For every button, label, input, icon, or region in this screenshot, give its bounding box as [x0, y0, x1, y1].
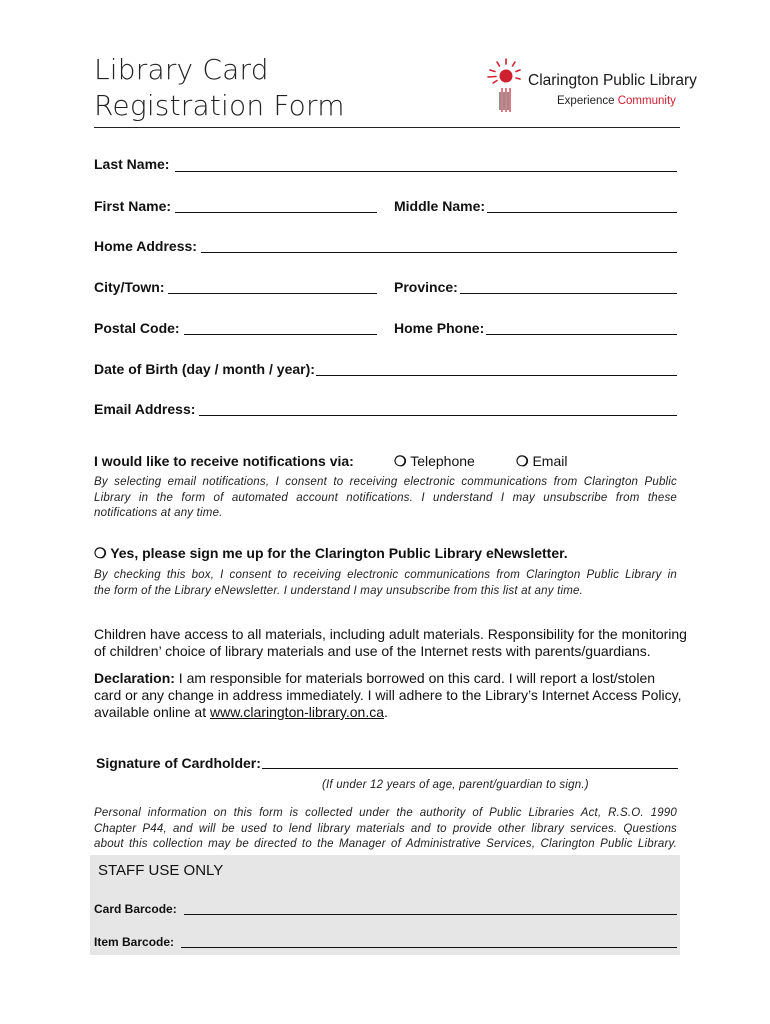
- notification-consent-line-3: notifications at any time.: [94, 507, 223, 519]
- telephone-option[interactable]: [394, 453, 475, 470]
- declaration-line-2: card or any change in address immediately. I will adhere to the Library’s Internet Access Policy,: [94, 687, 682, 703]
- telephone-option-label: Telephone: [410, 453, 475, 469]
- newsletter-consent-line-1: By checking this box, I consent to receiving electronic communications from Clarington Public Library in: [94, 569, 677, 581]
- declaration-line-3: [94, 704, 677, 721]
- middle-name-label: Middle Name:: [394, 198, 486, 214]
- title-line-2: Registration Form: [94, 89, 345, 122]
- children-line-2: of children’ choice of library materials and use of the Internet rests with parents/guardians.: [94, 643, 651, 659]
- notification-consent-line-1: By selecting email notifications, I consent to receiving electronic communications from Clarington Public: [94, 476, 677, 488]
- home-phone-field[interactable]: [486, 334, 677, 335]
- newsletter-consent-text: [94, 568, 677, 599]
- item-barcode-field[interactable]: [181, 947, 677, 948]
- privacy-line-1: Personal information on this form is collected under the authority of Public Libraries Act, R.S.O. 1990: [94, 807, 677, 819]
- newsletter-checkbox-icon[interactable]: ❍: [94, 545, 107, 561]
- notification-consent-text: [94, 475, 677, 522]
- first-name-label: First Name:: [94, 198, 172, 214]
- telephone-checkbox-icon[interactable]: ❍: [394, 453, 407, 469]
- home-phone-label: Home Phone:: [394, 320, 485, 336]
- newsletter-option[interactable]: [94, 545, 568, 562]
- declaration-line-1: [94, 670, 677, 687]
- last-name-field[interactable]: [175, 171, 677, 172]
- email-checkbox-icon[interactable]: ❍: [516, 453, 529, 469]
- logo-tagline-part1: Experience: [557, 95, 618, 107]
- declaration-text-1: I am responsible for materials borrowed on this card. I will report a lost/stolen: [174, 670, 656, 686]
- signature-field[interactable]: [262, 768, 678, 769]
- library-website-link[interactable]: www.clarington-library.on.ca: [209, 704, 385, 720]
- home-address-label: Home Address:: [94, 238, 197, 254]
- declaration-paragraph: [94, 670, 682, 721]
- postal-code-label: Postal Code:: [94, 320, 180, 336]
- email-field[interactable]: [199, 415, 677, 416]
- declaration-period: .: [384, 704, 388, 720]
- notification-consent-line-2: Library in the form of automated account notifications. I understand I may unsubscribe from these: [94, 491, 677, 504]
- privacy-line-2: Chapter P44, and will be used to lend library materials and to provide other library services. Questions: [94, 822, 677, 835]
- children-access-paragraph: [94, 626, 687, 660]
- item-barcode-label: Item Barcode:: [94, 935, 175, 949]
- signature-label: Signature of Cardholder:: [96, 755, 261, 771]
- last-name-label: Last Name:: [94, 156, 170, 172]
- title-line-1: Library Card: [94, 53, 269, 86]
- city-label: City/Town:: [94, 279, 165, 295]
- province-field[interactable]: [460, 293, 677, 294]
- email-option[interactable]: [516, 453, 567, 470]
- first-name-field[interactable]: [175, 212, 377, 213]
- declaration-heading: Declaration:: [94, 670, 175, 686]
- staff-use-title: STAFF USE ONLY: [98, 862, 224, 879]
- notifications-label: I would like to receive notifications via:: [94, 453, 354, 469]
- newsletter-label: Yes, please sign me up for the Clarington Public Library eNewsletter.: [110, 545, 568, 561]
- postal-code-field[interactable]: [184, 334, 377, 335]
- dob-field[interactable]: [316, 375, 677, 376]
- home-address-field[interactable]: [201, 252, 677, 253]
- page-title: [94, 52, 345, 124]
- email-label: Email Address:: [94, 401, 196, 417]
- newsletter-consent-line-2: the form of the Library eNewsletter. I understand I may unsubscribe from this list at any time.: [94, 584, 583, 597]
- privacy-line-3: about this collection may be directed to the Manager of Administrative Services, Clarington Public Library.: [94, 838, 677, 850]
- card-barcode-field[interactable]: [184, 914, 677, 915]
- email-option-label: Email: [532, 453, 568, 469]
- city-field[interactable]: [168, 293, 377, 294]
- logo-wordmark: Clarington Public Library: [528, 72, 697, 89]
- province-label: Province:: [394, 279, 458, 295]
- header-divider: [94, 127, 680, 128]
- card-barcode-label: Card Barcode:: [94, 902, 177, 916]
- signature-note: (If under 12 years of age, parent/guardian to sign.): [322, 779, 589, 791]
- declaration-text-3: available online at: [94, 704, 210, 720]
- middle-name-field[interactable]: [487, 212, 677, 213]
- children-line-1: Children have access to all materials, including adult materials. Responsibility for the monitoring: [94, 626, 687, 642]
- logo-tagline: [557, 95, 676, 107]
- dob-label: Date of Birth (day / month / year):: [94, 361, 315, 377]
- logo-tagline-part2: Community: [617, 95, 676, 107]
- privacy-notice: [94, 806, 677, 853]
